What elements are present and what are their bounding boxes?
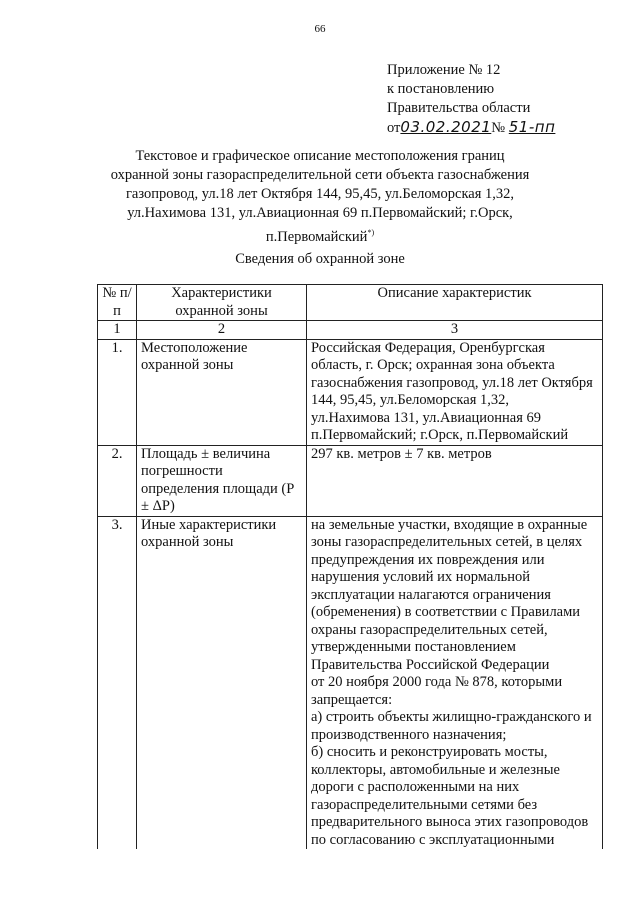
title-line: газопровод, ул.18 лет Октября 144, 95,45, ул.Беломорская 1,32,: [125, 186, 515, 202]
table-column-number-row: [98, 321, 603, 340]
title-line: п.Первомайский*): [265, 228, 375, 245]
row-description: Российская Федерация, Оренбургская область, г. Орск; охранная зона объекта газоснабжения газопровод, ул.18 лет Октября 144, 95,45, ул.Беломорская 1,32, ул.Нахимова 131, ул.Авиационная 69 п.Первомайский; г.Орск, п.Первомайский: [307, 339, 603, 445]
title-line: Текстовое и графическое описание местоположения границ: [135, 148, 505, 164]
appendix-date-line: [387, 118, 555, 138]
document-title: [0, 147, 640, 247]
row-number: 1.: [98, 339, 137, 445]
table-row: [98, 516, 603, 849]
column-number: 2: [137, 321, 307, 340]
row-characteristic: Иные характеристики охранной зоны: [137, 516, 307, 849]
appendix-line-2: к постановлению: [387, 81, 495, 97]
column-number: 1: [98, 321, 137, 340]
appendix-line-3: Правительства области: [387, 100, 531, 116]
table-header-row: [98, 285, 603, 321]
zone-info-table: [97, 284, 603, 849]
header-cell-number: № п/п: [98, 285, 137, 321]
table-row: [98, 339, 603, 445]
column-number: 3: [307, 321, 603, 340]
footnote-mark: *): [367, 228, 375, 237]
title-line: охранной зоны газораспределительной сети объекта газоснабжения: [110, 167, 530, 183]
row-description: на земельные участки, входящие в охранные зоны газораспределительных сетей, в целях предупреждения их повреждения или нарушения условий их нормальной эксплуатации налагаются ограничения (обременения) в соответствии с Правилами охраны газораспределительных сетей, утвержденными постановлением Правительства Российской Федерации от 20 ноября 2000 года № 878, которыми запрещается: а) строить объекты жилищно-гражданского и производственного назначения; б) сносить и реконструировать мосты, коллекторы, автомобильные и железные дороги с расположенными на них газораспределительными сетями без предварительного выноса этих газопроводов по согласованию с эксплуатационными: [307, 516, 603, 849]
number-prefix: №: [491, 120, 506, 136]
row-description: 297 кв. метров ± 7 кв. метров: [307, 445, 603, 516]
title-line: ул.Нахимова 131, ул.Авиационная 69 п.Первомайский; г.Орск,: [127, 205, 513, 221]
row-number: 3.: [98, 516, 137, 849]
date-value: 03.02.2021: [400, 118, 492, 136]
appendix-line-1: Приложение № 12: [387, 62, 501, 78]
table-row: [98, 445, 603, 516]
page-number: 66: [314, 23, 326, 35]
row-characteristic: Площадь ± величина погрешности определения площади (P ± ΔP): [137, 445, 307, 516]
date-prefix: от: [387, 120, 401, 136]
appendix-block: [387, 61, 555, 138]
header-cell-description: Описание характеристик: [307, 285, 603, 321]
row-characteristic: Местоположение охранной зоны: [137, 339, 307, 445]
header-cell-characteristic: Характеристики охранной зоны: [137, 285, 307, 321]
section-subtitle: Сведения об охранной зоне: [235, 251, 405, 267]
number-value: 51-пп: [508, 118, 556, 136]
row-number: 2.: [98, 445, 137, 516]
